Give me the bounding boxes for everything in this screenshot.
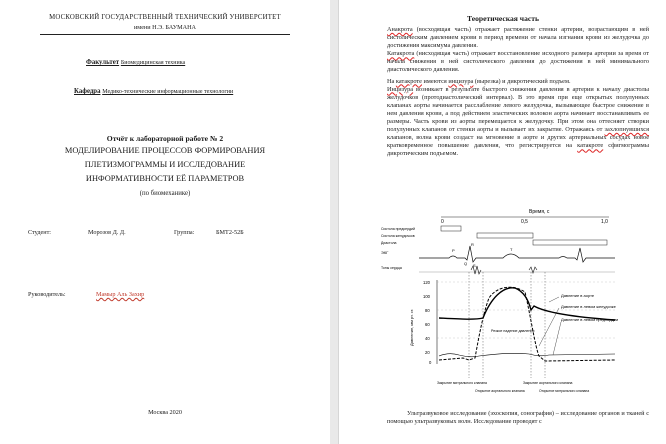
p3-b: имеются — [421, 77, 449, 85]
title-page — [0, 0, 330, 444]
paragraph-incisura — [387, 86, 649, 159]
curve-label-ventricle: Давление в левом желудочке — [561, 304, 616, 309]
supervisor-label: Руководитель: — [28, 291, 66, 298]
topic-line-3: ИНФОРМАТИВНОСТИ ЕЁ ПАРАМЕТРОВ — [85, 174, 245, 183]
student-value: Морозов Д. Д. — [88, 229, 126, 236]
diastole-bar — [533, 240, 607, 245]
group-value: БМТ2-52Б — [216, 229, 244, 236]
paragraph-anacrota-text: (восходящая часть) отражает растяжение стенки артерии, возрастающим в ней систолическим давлением крови в период времени от начала изгнания крови из желудочка до достижения максимума давления. — [387, 26, 649, 50]
atrial-pressure-curve — [439, 353, 615, 356]
heart-sounds-trace — [471, 266, 537, 274]
atrial-systole-bar — [441, 226, 461, 231]
p3-c: (вырезка) и дикротический подъем. — [473, 77, 571, 85]
leader-atrium — [553, 322, 561, 355]
y-tick-120: 120 — [423, 280, 430, 285]
y-tick-80: 80 — [425, 308, 430, 313]
row-label-0: Систола предсердий — [381, 227, 415, 231]
faculty-label: Факультет — [86, 59, 120, 66]
department-line — [74, 88, 233, 95]
leader-aorta — [549, 297, 559, 302]
topic-line-2: ПЛЕТИЗМОГРАММЫ И ИССЛЕДОВАНИЕ — [84, 160, 246, 169]
curve-label-aorta: Давление в аорте — [561, 293, 595, 298]
theory-page — [338, 0, 666, 444]
y-tick-100: 100 — [423, 294, 430, 299]
time-tick-0: 0 — [441, 219, 444, 225]
faculty-line — [86, 59, 185, 66]
paragraph-incisura-intro — [387, 78, 649, 86]
y-axis-label: Давление, мм рт. ст. — [409, 308, 414, 346]
paragraph-catacrota-text: (нисходящая часть) отражает восстановление исходного размера артерии за время от начала снижения в ней систолического давления до достижения в ней минимального диастолического давления. — [387, 50, 649, 74]
y-tick-60: 60 — [425, 322, 430, 327]
paragraph-catacrota — [387, 50, 649, 74]
curve-label-atrium: Давление в левом предсердии — [561, 317, 619, 322]
y-tick-0: 0 — [429, 360, 432, 365]
bottom-label-0: Закрытие митрального клапана — [437, 381, 487, 385]
term-catacrota-2: катакроте — [395, 77, 422, 85]
term-anacrota: Анакрота — [387, 26, 413, 33]
wave-p: P — [452, 248, 455, 253]
wave-q: Q — [464, 261, 468, 266]
ecg-trace — [419, 246, 615, 262]
department-value: Медико-технические информационные технологии — [102, 89, 234, 95]
term-slammed: захлопнувшихся — [604, 126, 649, 134]
wave-t: T — [510, 247, 513, 252]
subject: (по биомеханике) — [139, 190, 191, 197]
term-incisura-2: Инцизура — [387, 85, 414, 93]
ventricular-systole-bar — [477, 233, 533, 238]
term-incisura: инцизура — [448, 77, 474, 85]
row-label-sounds: Тоны сердца — [381, 266, 402, 270]
paragraph-anacrota — [387, 26, 649, 50]
time-tick-1: 0,5 — [521, 219, 528, 225]
p4-text: возникает в результате быстрого снижения давления в артерии к началу диастолы желудочков (протодиастолический интервал). В это время при еще открытых полулунных клапанах аорты начинается расслабление левого желудочка, вызывающее быстрое снижение в нем давления крови, а под действием эластических волокон аорта начинает восстанавливать ее размеры. Часть крови из аорты перемещается к желудочку. При этом она оттесняет створки полулунных клапанов от стенки аорты и вызывает их закрытие. Отражаясь от — [387, 85, 649, 134]
leader-ventricle — [539, 308, 559, 346]
faculty-value: Биомедицинская техника — [120, 60, 186, 66]
supervisor-value: Мамыр Аль Захир — [96, 291, 145, 298]
p4-text2: клапанов, волна крови создаст на мгновение в аорте и других артериальных сосудах новое кратковременное повышение давления, что регистрируется на — [387, 134, 649, 150]
university-name: МОСКОВСКИЙ ГОСУДАРСТВЕННЫЙ ТЕХНИЧЕСКИЙ УНИВЕРСИТЕТ — [49, 14, 281, 21]
row-label-1: Систола желудочков — [381, 234, 415, 238]
wave-s: S — [473, 263, 476, 268]
term-catacrota: Катакрота — [387, 50, 415, 58]
time-label: Время, с — [529, 209, 550, 215]
bottom-label-3: Открытие митрального клапана — [539, 389, 590, 393]
side-label: Резкое падение давления — [491, 329, 535, 333]
row-label-ecg: ЭКГ — [381, 250, 389, 255]
student-label: Студент: — [28, 229, 51, 236]
term-catacrota-3: катакроте — [577, 142, 604, 150]
bottom-label-1: Открытие аортального клапана — [475, 389, 525, 393]
department-label: Кафедра — [74, 88, 101, 95]
p4-text3: сфигмограммы дикротическим подъемом. — [387, 142, 649, 158]
row-label-2: Диастола — [381, 241, 397, 245]
y-tick-20: 20 — [425, 350, 430, 355]
page-gap — [330, 0, 338, 444]
time-tick-2: 1,0 — [601, 219, 608, 225]
university-subname: имени Н.Э. БАУМАНА — [133, 24, 197, 31]
header-rule — [40, 34, 290, 35]
topic-line-1: МОДЕЛИРОВАНИЕ ПРОЦЕССОВ ФОРМИРОВАНИЯ — [64, 146, 266, 155]
cardiac-cycle-figure — [379, 206, 659, 398]
report-title: Отчёт к лабораторной работе № 2 — [106, 134, 224, 143]
y-tick-40: 40 — [425, 336, 430, 341]
ultrasound-paragraph: Ультразвуковое исследование (эхоскопия, сонография) – исследование органов и тканей с помощью ультразвуковых волн. Исследование проводят с — [387, 410, 649, 426]
city-year: Москва 2020 — [148, 409, 182, 416]
group-label: Группа: — [174, 229, 195, 236]
bottom-label-2: Закрытие аортального клапана — [523, 381, 573, 385]
theory-heading: Теоретическая часть — [466, 14, 540, 23]
wave-r: R — [471, 242, 474, 247]
p3-a: На — [387, 77, 396, 85]
theory-body — [387, 26, 649, 159]
